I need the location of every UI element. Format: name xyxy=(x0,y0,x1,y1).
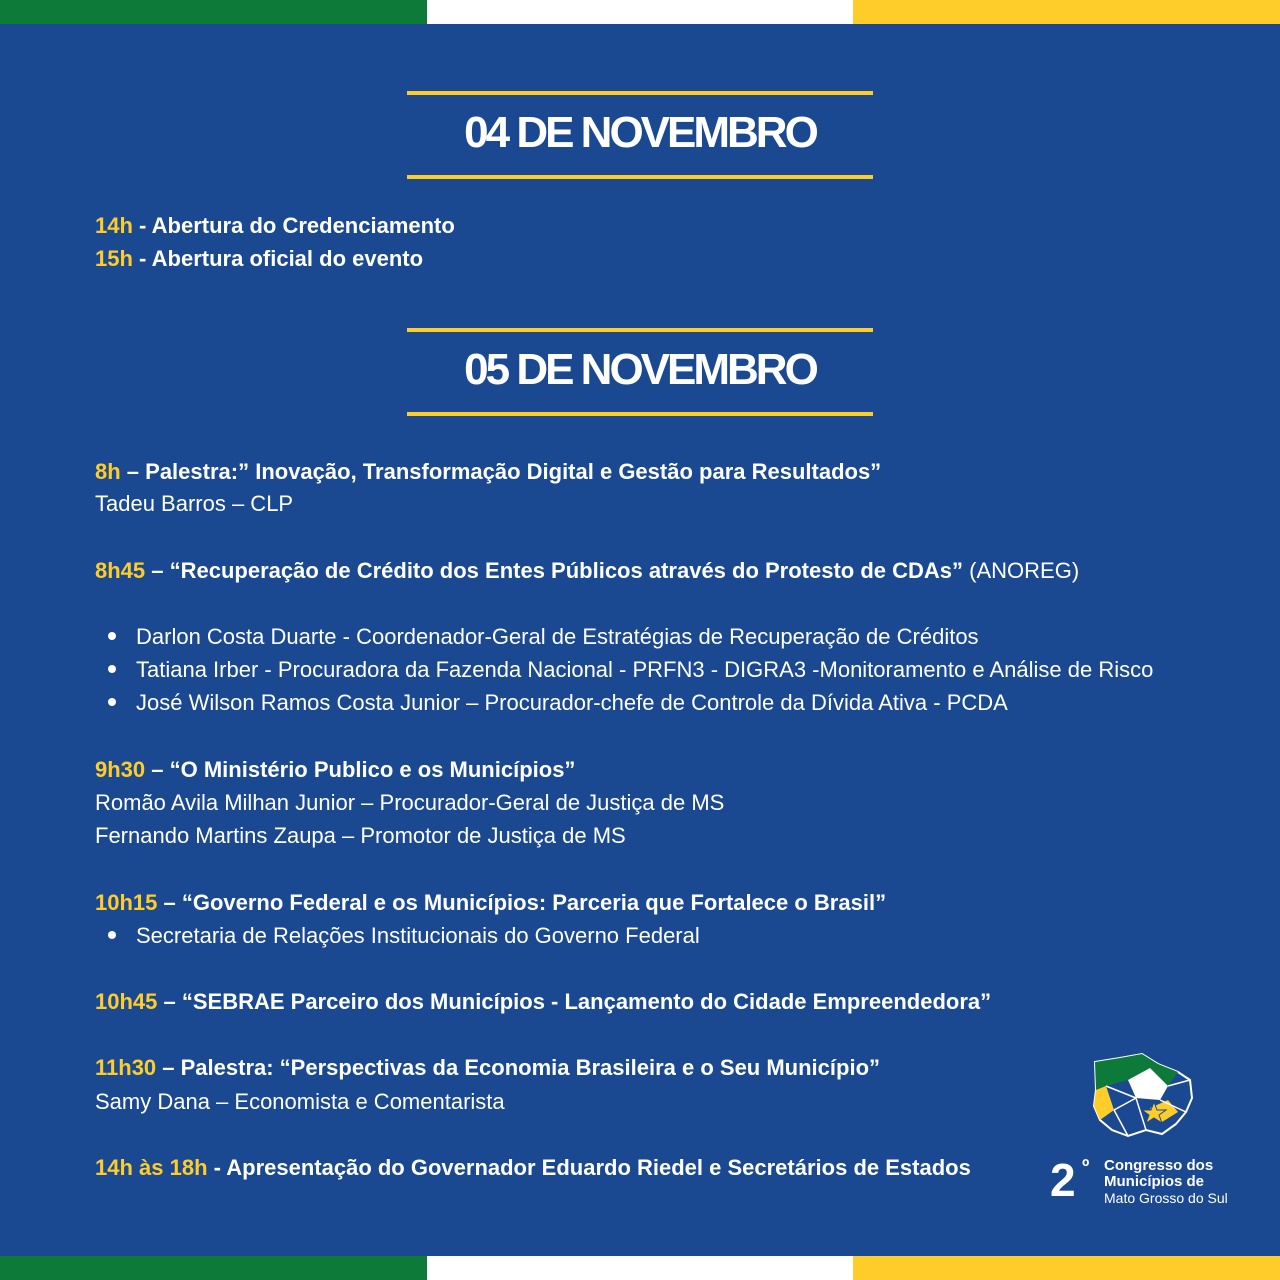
bullet-text: Secretaria de Relações Institucionais do Governo Federal xyxy=(136,923,700,948)
item-text: - Abertura oficial do evento xyxy=(132,246,424,271)
ms-state-map-icon xyxy=(1050,1050,1250,1150)
session-10h45 xyxy=(95,988,991,1016)
time-label: 10h45 xyxy=(95,989,158,1014)
flag-stripe-top xyxy=(0,0,1280,24)
time-label: 8h45 xyxy=(95,558,146,583)
day2-header xyxy=(407,328,873,416)
session-org: (ANOREG) xyxy=(963,558,1080,583)
day1-title: 04 DE NOVEMBRO xyxy=(464,108,816,157)
session-9h30-speaker-2: Fernando Martins Zaupa – Promotor de Justiça de MS xyxy=(95,823,626,848)
time-label: 10h15 xyxy=(95,890,158,915)
bullet-text: José Wilson Ramos Costa Junior – Procurador-chefe de Controle da Dívida Ativa - PCDA xyxy=(136,690,1008,715)
session-14h xyxy=(95,1154,971,1182)
session-11h30-speaker: Samy Dana – Economista e Comentarista xyxy=(95,1089,505,1114)
session-title: – “O Ministério Publico e os Municípios” xyxy=(145,757,576,782)
logo-line-1: Congresso dos xyxy=(1104,1157,1214,1174)
bullet-item xyxy=(108,623,979,651)
logo-line-2: Municípios de xyxy=(1104,1173,1205,1190)
bullet-text: Darlon Costa Duarte - Coordenador-Geral de Estratégias de Recuperação de Créditos xyxy=(136,624,979,649)
bullet-item xyxy=(108,656,1153,684)
day2-title: 05 DE NOVEMBRO xyxy=(464,345,816,394)
session-title: – Palestra: “Perspectivas da Economia Brasileira e o Seu Município” xyxy=(156,1055,881,1080)
time-label: 14h xyxy=(95,213,133,238)
bullet-item xyxy=(108,922,700,950)
session-11h30 xyxy=(95,1054,880,1082)
day1-item-1 xyxy=(95,212,455,240)
time-label: 15h xyxy=(95,246,133,271)
time-label: 11h30 xyxy=(95,1055,157,1080)
item-text: - Abertura do Credenciamento xyxy=(132,213,455,238)
session-title: – “SEBRAE Parceiro dos Municípios - Lançamento do Cidade Empreendedora” xyxy=(157,989,992,1014)
congress-logo xyxy=(1050,1050,1250,1210)
logo-line-3: Mato Grosso do Sul xyxy=(1104,1190,1228,1206)
time-label: 14h às 18h xyxy=(95,1155,208,1180)
session-8h45 xyxy=(95,557,1079,585)
flag-stripe-bottom xyxy=(0,1256,1280,1280)
session-title: – “Governo Federal e os Municípios: Parceria que Fortalece o Brasil” xyxy=(157,890,887,915)
day1-item-2 xyxy=(95,245,423,273)
time-label: 9h30 xyxy=(95,757,146,782)
session-8h xyxy=(95,458,881,486)
session-8h-speaker: Tadeu Barros – CLP xyxy=(95,491,294,516)
bullet-item xyxy=(108,689,1008,717)
session-title: – Palestra:” Inovação, Transformação Digital e Gestão para Resultados” xyxy=(120,459,882,484)
day1-header xyxy=(407,91,873,179)
session-title: - Apresentação do Governador Eduardo Riedel e Secretários de Estados xyxy=(207,1155,971,1180)
time-label: 8h xyxy=(95,459,121,484)
session-9h30 xyxy=(95,756,575,784)
session-10h15 xyxy=(95,889,886,917)
logo-number: 2 xyxy=(1050,1154,1076,1206)
session-title: – “Recuperação de Crédito dos Entes Públicos através do Protesto de CDAs” xyxy=(145,558,964,583)
logo-ordinal: º xyxy=(1082,1156,1090,1178)
bullet-text: Tatiana Irber - Procuradora da Fazenda Nacional - PRFN3 - DIGRA3 -Monitoramento e Análise de Risco xyxy=(136,657,1154,682)
session-9h30-speaker-1: Romão Avila Milhan Junior – Procurador-Geral de Justiça de MS xyxy=(95,790,725,815)
